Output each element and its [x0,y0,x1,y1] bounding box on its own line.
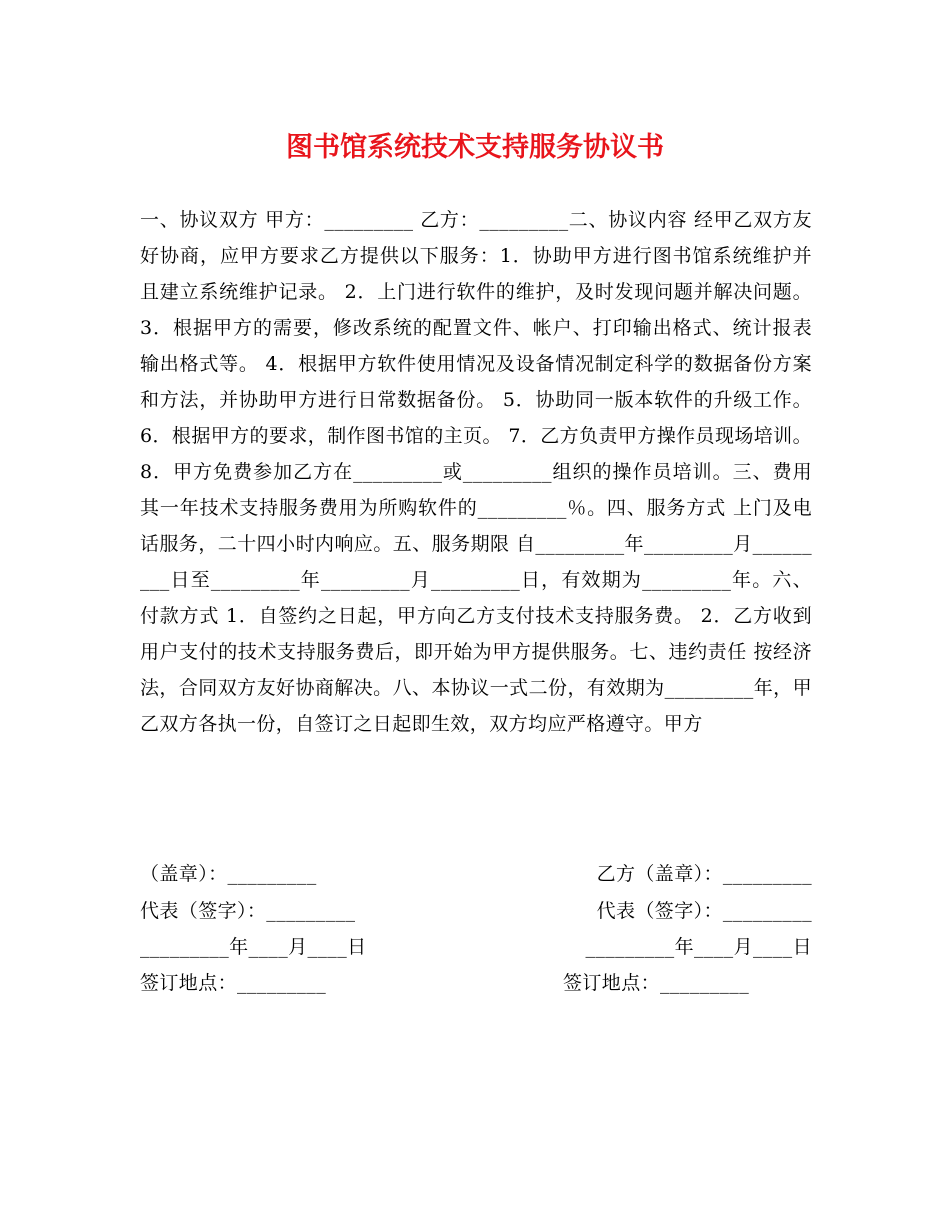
seal-row [140,856,812,892]
agreement-body [140,202,819,742]
page-title: 图书馆系统技术支持服务协议书 [286,132,664,163]
party-a-date: _________年____月____日 [140,936,367,958]
party-b-seal: 乙方（盖章）：_________ [596,863,812,885]
party-b-representative: 代表（签字）：_________ [596,900,812,922]
representative-row [140,893,812,929]
agreement-paragraph: 一、协议双方 甲方：_________ 乙方：_________二、协议内容 经甲乙双方友好协商，应甲方要求乙方提供以下服务：1．协助甲方进行图书馆系统维护并且建立系统维护记录。 2．上门进行软件的维护，及时发现问题并解决问题。 3．根据甲方的需要，修改系统的配置文件、帐户、打印输出格式、统计报表输出格式等。 4．根据甲方软件使用情况及设备情况制定科学的数据备份方案和方法，并协助甲方进行日常数据备份。 5．协助同一版本软件的升级工作。 6．根据甲方的要求，制作图书馆的主页。 7．乙方负责甲方操作员现场培训。 8．甲方免费参加乙方在_________或_________组织的操作员培训。三、费用 其一年技术支持服务费用为所购软件的_________％。四、服务方式 上门及电话服务，二十四小时内响应。五、服务期限 自_________年_________月_________日至_________年_________月_________日，有效期为_________年。六、付款方式 1．自签约之日起，甲方向乙方支付技术支持服务费。 2．乙方收到用户支付的技术支持服务费后，即开始为甲方提供服务。七、违约责任 按经济法，合同双方友好协商解决。八、本协议一式二份，有效期为_________年，甲乙双方各执一份，自签订之日起即生效，双方均应严格遵守。甲方 [140,209,819,735]
party-b-date: _________年____月____日 [585,936,812,958]
party-a-place: 签订地点：_________ [140,972,327,994]
place-row [140,965,812,1001]
date-row [140,929,812,965]
party-a-representative: 代表（签字）：_________ [140,900,356,922]
party-b-place: 签订地点：_________ [563,972,750,994]
party-a-seal: （盖章）：_________ [140,863,317,885]
